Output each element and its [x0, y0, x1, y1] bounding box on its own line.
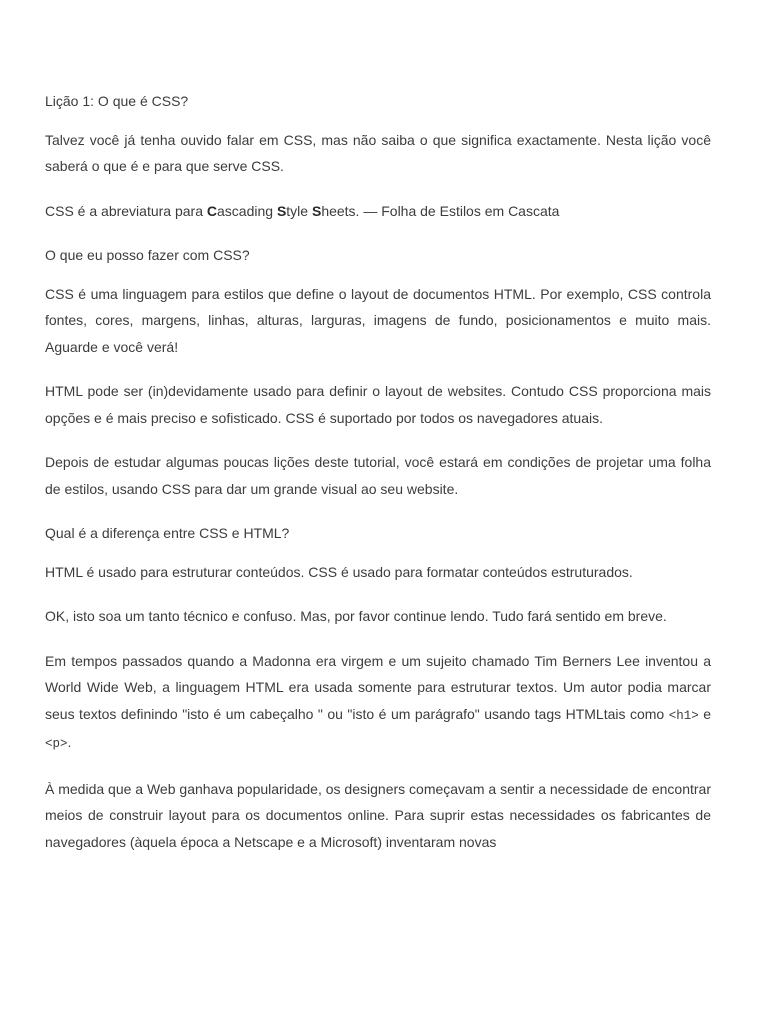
abbr-ascading: ascading	[217, 202, 277, 219]
abbr-letter-c: C	[206, 202, 217, 219]
heading-css-html-difference: Qual é a diferença entre CSS e HTML?	[45, 525, 290, 541]
abbr-tyle: tyle	[286, 202, 312, 219]
heading-what-can-css-do: O que eu posso fazer com CSS?	[45, 247, 250, 263]
abbr-letter-s1: S	[276, 202, 287, 219]
abbreviation-paragraph	[45, 198, 711, 225]
abbr-letter-s2: S	[311, 202, 322, 219]
history-and: e	[698, 705, 711, 722]
tag-h1: <h1>	[668, 708, 699, 723]
history-end: .	[67, 734, 72, 750]
after-study-paragraph: Depois de estudar algumas poucas lições deste tutorial, você estará em condições de projetar uma folha de estilos, usando CSS para dar um grande visual ao seu website.	[45, 454, 711, 497]
tag-p: <p>	[45, 737, 68, 751]
abbr-heets: heets. — Folha de Estilos em Cascata	[321, 202, 560, 219]
difference-paragraph: HTML é usado para estruturar conteúdos. CSS é usado para formatar conteúdos estruturados.	[45, 563, 633, 580]
html-misuse-paragraph: HTML pode ser (in)devidamente usado para definir o layout de websites. Contudo CSS proporciona mais opções e é mais preciso e sofisticado. CSS é suportado por todos os navegadores atuais.	[45, 383, 711, 426]
abbr-prefix: CSS é a abreviatura para	[45, 202, 207, 219]
history-paragraph	[45, 648, 711, 758]
intro-paragraph: Talvez você já tenha ouvido falar em CSS, mas não saiba o que significa exactamente. Nesta lição você saberá o que é e para que serve CSS.	[45, 131, 711, 174]
web-popularity-paragraph: À medida que a Web ganhava popularidade, os designers começavam a sentir a necessidade de encontrar meios de construir layout para os documentos online. Para suprir estas necessidades os fabricantes de navegadores (àquela época a Netscape e a Microsoft) inventaram novas	[45, 780, 711, 850]
history-text: Em tempos passados quando a Madonna era virgem e um sujeito chamado Tim Berners Lee inventou a World Wide Web, a linguagem HTML era usada somente para estruturar textos. Um autor podia marcar seus textos definindo "isto é um cabeçalho " ou "isto é um parágrafo" usando tags HTMLtais como	[45, 652, 711, 722]
ok-paragraph: OK, isto soa um tanto técnico e confuso. Mas, por favor continue lendo. Tudo fará sentido em breve.	[45, 608, 667, 624]
css-language-paragraph: CSS é uma linguagem para estilos que define o layout de documentos HTML. Por exemplo, CSS controla fontes, cores, margens, linhas, alturas, larguras, imagens de fundo, posicionamentos e muito mais. Aguarde e você verá!	[45, 285, 711, 355]
lesson-title: Lição 1: O que é CSS?	[45, 93, 189, 109]
